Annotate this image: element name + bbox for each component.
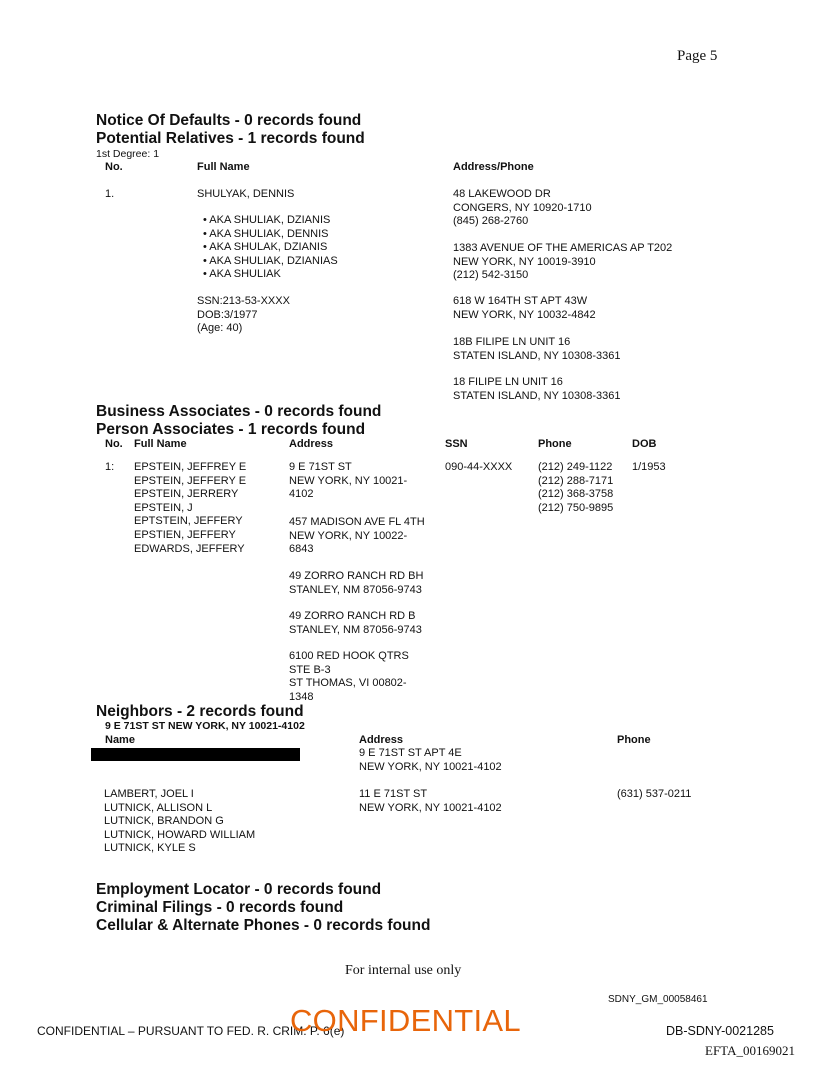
pa-row-no: 1: xyxy=(105,461,115,473)
page-number: Page 5 xyxy=(677,48,718,64)
neighbors-header-phone: Phone xyxy=(617,734,651,746)
address-line: 11 E 71ST ST xyxy=(359,788,428,800)
neighbors-header-address: Address xyxy=(359,734,404,746)
pa-name: EPTSTEIN, JEFFERY xyxy=(134,515,243,528)
address-line: 6100 RED HOOK QTRS xyxy=(289,650,409,662)
relative-aka: • AKA SHULIAK xyxy=(203,268,281,281)
pa-name: EPSTIEN, JEFFERY xyxy=(134,528,236,541)
neighbor-name: LUTNICK, KYLE S xyxy=(104,842,196,855)
relative-ssn: SSN:213-53-XXXX xyxy=(197,295,290,307)
section-person-associates: Person Associates - 1 records found xyxy=(96,421,366,438)
relative-dob: DOB:3/1977 xyxy=(197,308,258,321)
relative-aka: • AKA SHULIAK, DENNIS xyxy=(203,227,329,240)
neighbor-name: LUTNICK, ALLISON L xyxy=(104,801,213,814)
address-line: NEW YORK, NY 10021- xyxy=(289,474,408,487)
pa-header-phone: Phone xyxy=(538,438,572,450)
pa-header-no: No. xyxy=(105,438,123,450)
pa-address-block xyxy=(289,516,425,557)
relative-aka: • AKA SHULIAK, DZIANIAS xyxy=(203,254,338,267)
pa-name: EPSTEIN, JEFFERY E xyxy=(134,474,247,487)
section-cellular-phones: Cellular & Alternate Phones - 0 records found xyxy=(96,917,431,934)
pa-name: EPSTEIN, JEFFREY E xyxy=(134,461,247,473)
pa-name: EPSTEIN, J xyxy=(134,501,193,514)
pa-address-block xyxy=(289,610,422,637)
address-line: STANLEY, NM 87056-9743 xyxy=(289,583,422,596)
phone-line: (212) 542-3150 xyxy=(453,269,529,282)
relative-name: SHULYAK, DENNIS xyxy=(197,188,295,200)
neighbor-address-block xyxy=(359,788,502,815)
address-line: 18B FILIPE LN UNIT 16 xyxy=(453,336,571,348)
section-potential-relatives: Potential Relatives - 1 records found xyxy=(96,130,365,147)
relative-address-block xyxy=(453,295,596,322)
confidential-footnote: CONFIDENTIAL – PURSUANT TO FED. R. CRIM. P. 6(e) xyxy=(37,1024,345,1038)
relative-aka: • AKA SHULIAK, DZIANIS xyxy=(203,214,331,226)
relative-aka-list xyxy=(203,214,338,282)
section-criminal-filings: Criminal Filings - 0 records found xyxy=(96,899,344,916)
pa-address-block xyxy=(289,570,423,597)
section-business-associates: Business Associates - 0 records found xyxy=(96,403,382,420)
pa-header-address: Address xyxy=(289,438,334,450)
neighbor-name: LUTNICK, HOWARD WILLIAM xyxy=(104,828,256,841)
address-line: STANLEY, NM 87056-9743 xyxy=(289,623,422,636)
relative-address-block xyxy=(453,242,672,283)
address-line: 1348 xyxy=(289,690,314,703)
confidential-stamp: CONFIDENTIAL xyxy=(290,1003,521,1038)
neighbor-address-block xyxy=(359,747,502,774)
address-line: NEW YORK, NY 10019-3910 xyxy=(453,255,596,268)
phone-line: (845) 268-2760 xyxy=(453,215,529,228)
pa-ssn: 090-44-XXXX xyxy=(445,461,513,473)
relative-address-block xyxy=(453,336,621,363)
relatives-header-no: No. xyxy=(105,161,123,173)
pa-name: EPSTEIN, JERRERY xyxy=(134,488,239,501)
pa-address-block xyxy=(289,461,407,502)
address-line: 49 ZORRO RANCH RD B xyxy=(289,610,416,622)
address-line: 457 MADISON AVE FL 4TH xyxy=(289,516,425,528)
section-notice-of-defaults: Notice Of Defaults - 0 records found xyxy=(96,112,362,129)
relative-aka: • AKA SHULAK, DZIANIS xyxy=(203,241,328,254)
address-line: NEW YORK, NY 10021-4102 xyxy=(359,760,502,773)
address-line: 4102 xyxy=(289,488,314,501)
efta-number: EFTA_00169021 xyxy=(705,1043,795,1058)
relatives-header-full-name: Full Name xyxy=(197,161,250,173)
relative-details xyxy=(197,295,290,336)
neighbor-name: LUTNICK, BRANDON G xyxy=(104,815,224,828)
relatives-header-address-phone: Address/Phone xyxy=(453,161,534,173)
neighbor-name: LAMBERT, JOEL I xyxy=(104,788,194,800)
address-line: 18 FILIPE LN UNIT 16 xyxy=(453,376,563,388)
pa-phone: (212) 750-9895 xyxy=(538,501,614,514)
address-line: 618 W 164TH ST APT 43W xyxy=(453,295,588,307)
address-line: CONGERS, NY 10920-1710 xyxy=(453,201,592,214)
redaction-bar xyxy=(91,748,300,761)
relative-age: (Age: 40) xyxy=(197,322,243,335)
pa-phone: (212) 368-3758 xyxy=(538,488,614,501)
pa-phone: (212) 249-1122 xyxy=(538,461,613,473)
address-line: 1383 AVENUE OF THE AMERICAS AP T202 xyxy=(453,242,673,254)
relative-row-no: 1. xyxy=(105,188,115,200)
relative-address-block xyxy=(453,376,621,403)
address-line: STE B-3 xyxy=(289,663,331,676)
bates-number-db: DB-SDNY-0021285 xyxy=(666,1024,774,1038)
address-line: 49 ZORRO RANCH RD BH xyxy=(289,570,424,582)
pa-name: EDWARDS, JEFFERY xyxy=(134,542,245,555)
address-line: 9 E 71ST ST xyxy=(289,461,352,473)
neighbor-names xyxy=(104,788,255,856)
relatives-degree: 1st Degree: 1 xyxy=(96,148,160,160)
address-line: NEW YORK, NY 10022- xyxy=(289,529,408,542)
pa-header-ssn: SSN xyxy=(445,438,468,450)
pa-dob: 1/1953 xyxy=(632,461,666,473)
pa-phone: (212) 288-7171 xyxy=(538,474,614,487)
address-line: 9 E 71ST ST APT 4E xyxy=(359,747,462,759)
pa-header-full-name: Full Name xyxy=(134,438,187,450)
section-employment-locator: Employment Locator - 0 records found xyxy=(96,881,382,898)
address-line: ST THOMAS, VI 00802- xyxy=(289,677,407,690)
neighbor-phone: (631) 537-0211 xyxy=(617,788,692,800)
address-line: NEW YORK, NY 10021-4102 xyxy=(359,801,502,814)
pa-phones xyxy=(538,461,613,515)
address-line: NEW YORK, NY 10032-4842 xyxy=(453,308,596,321)
relative-address-block xyxy=(453,188,592,229)
pa-names xyxy=(134,461,246,556)
address-line: 6843 xyxy=(289,543,314,556)
pa-address-block xyxy=(289,650,409,704)
pa-header-dob: DOB xyxy=(632,438,657,450)
address-line: STATEN ISLAND, NY 10308-3361 xyxy=(453,389,621,402)
internal-use-note: For internal use only xyxy=(345,963,462,978)
section-neighbors: Neighbors - 2 records found xyxy=(96,703,304,720)
bates-number-gm: SDNY_GM_00058461 xyxy=(608,994,708,1005)
address-line: 48 LAKEWOOD DR xyxy=(453,188,551,200)
address-line: STATEN ISLAND, NY 10308-3361 xyxy=(453,349,621,362)
neighbors-subheader: 9 E 71ST ST NEW YORK, NY 10021-4102 xyxy=(105,720,305,732)
neighbors-header-name: Name xyxy=(105,734,135,746)
